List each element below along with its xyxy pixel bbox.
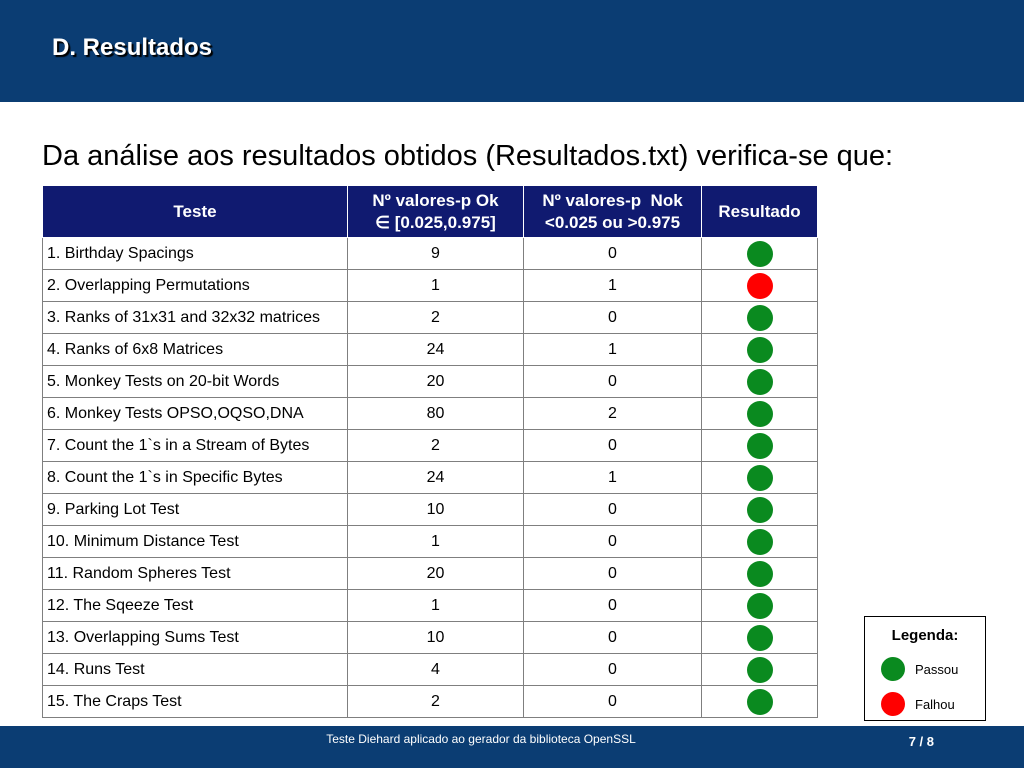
legend-fail-row [881, 692, 955, 716]
ok-count-cell: 20 [348, 366, 524, 398]
result-cell [702, 590, 818, 622]
ok-count-cell: 2 [348, 686, 524, 718]
table-row [43, 590, 818, 622]
nok-count-cell: 0 [524, 622, 702, 654]
test-name-cell: 7. Count the 1`s in a Stream of Bytes [43, 430, 348, 462]
result-cell [702, 366, 818, 398]
table-body [43, 238, 818, 718]
result-cell [702, 462, 818, 494]
test-name-cell: 15. The Craps Test [43, 686, 348, 718]
results-table [42, 185, 818, 718]
test-name-cell: 4. Ranks of 6x8 Matrices [43, 334, 348, 366]
table-row [43, 686, 818, 718]
fail-indicator-icon [747, 273, 773, 299]
test-name-cell: 12. The Sqeeze Test [43, 590, 348, 622]
pass-indicator-icon [747, 433, 773, 459]
test-name-cell: 14. Runs Test [43, 654, 348, 686]
legend-fail-label: Falhou [915, 696, 955, 712]
legend-title: Legenda: [891, 627, 959, 644]
element-of-symbol: ∈ [375, 212, 390, 232]
ok-count-cell: 20 [348, 558, 524, 590]
nok-count-cell: 0 [524, 558, 702, 590]
table-row [43, 302, 818, 334]
table-row [43, 462, 818, 494]
pass-indicator-icon [747, 657, 773, 683]
test-name-cell: 9. Parking Lot Test [43, 494, 348, 526]
test-name-cell: 1. Birthday Spacings [43, 238, 348, 270]
col-header-ok [348, 186, 524, 238]
test-name-cell: 10. Minimum Distance Test [43, 526, 348, 558]
table-row [43, 398, 818, 430]
slide-footer [0, 726, 1024, 768]
nok-count-cell: 0 [524, 654, 702, 686]
ok-count-cell: 24 [348, 462, 524, 494]
table-row [43, 238, 818, 270]
pass-indicator-icon [747, 305, 773, 331]
ok-count-cell: 1 [348, 590, 524, 622]
pass-indicator-icon [747, 561, 773, 587]
result-cell [702, 494, 818, 526]
col-header-nok-line2: <0.025 ou >0.975 [544, 212, 681, 232]
ok-count-cell: 24 [348, 334, 524, 366]
col-header-ok-line2: [0.025,0.975] [394, 212, 496, 232]
slide-header [0, 0, 1024, 102]
legend-pass-row [881, 657, 958, 681]
ok-count-cell: 10 [348, 494, 524, 526]
result-cell [702, 686, 818, 718]
table-row [43, 526, 818, 558]
col-header-nok [524, 186, 702, 238]
nok-count-cell: 0 [524, 686, 702, 718]
ok-count-cell: 1 [348, 526, 524, 558]
test-name-cell: 13. Overlapping Sums Test [43, 622, 348, 654]
pass-indicator-icon [747, 401, 773, 427]
result-cell [702, 302, 818, 334]
pass-indicator-icon [747, 625, 773, 651]
test-name-cell: 3. Ranks of 31x31 and 32x32 matrices [43, 302, 348, 334]
test-name-cell: 8. Count the 1`s in Specific Bytes [43, 462, 348, 494]
ok-count-cell: 2 [348, 302, 524, 334]
ok-count-cell: 1 [348, 270, 524, 302]
pass-indicator-icon [747, 369, 773, 395]
ok-count-cell: 4 [348, 654, 524, 686]
table-row [43, 494, 818, 526]
pass-indicator-icon [747, 465, 773, 491]
ok-count-cell: 2 [348, 430, 524, 462]
pass-indicator-icon [747, 529, 773, 555]
nok-count-cell: 0 [524, 238, 702, 270]
nok-count-cell: 0 [524, 590, 702, 622]
table-row [43, 334, 818, 366]
result-cell [702, 526, 818, 558]
table-row [43, 270, 818, 302]
pass-indicator-icon [747, 689, 773, 715]
legend-pass-label: Passou [915, 661, 959, 677]
slide-title: D. Resultados [52, 34, 213, 61]
ok-count-cell: 80 [348, 398, 524, 430]
nok-count-cell: 0 [524, 494, 702, 526]
page-number: 7 / 8 [908, 734, 934, 749]
ok-count-cell: 9 [348, 238, 524, 270]
result-cell [702, 558, 818, 590]
legend-box [864, 616, 986, 721]
pass-indicator-icon [881, 657, 905, 681]
pass-indicator-icon [747, 241, 773, 267]
nok-count-cell: 0 [524, 302, 702, 334]
result-cell [702, 238, 818, 270]
pass-indicator-icon [747, 593, 773, 619]
result-cell [702, 334, 818, 366]
nok-count-cell: 0 [524, 526, 702, 558]
test-name-cell: 11. Random Spheres Test [43, 558, 348, 590]
col-header-nok-line1: Nº valores-p Nok [542, 190, 683, 210]
table-header-row [43, 186, 818, 238]
nok-count-cell: 2 [524, 398, 702, 430]
pass-indicator-icon [747, 497, 773, 523]
nok-count-cell: 0 [524, 430, 702, 462]
pass-indicator-icon [747, 337, 773, 363]
table-row [43, 366, 818, 398]
col-header-resultado: Resultado [702, 186, 818, 238]
table-row [43, 654, 818, 686]
table-row [43, 430, 818, 462]
nok-count-cell: 0 [524, 366, 702, 398]
nok-count-cell: 1 [524, 334, 702, 366]
nok-count-cell: 1 [524, 270, 702, 302]
test-name-cell: 5. Monkey Tests on 20-bit Words [43, 366, 348, 398]
col-header-teste: Teste [43, 186, 348, 238]
result-cell [702, 398, 818, 430]
ok-count-cell: 10 [348, 622, 524, 654]
footer-text: Teste Diehard aplicado ao gerador da biblioteca OpenSSL [326, 732, 636, 746]
test-name-cell: 6. Monkey Tests OPSO,OQSO,DNA [43, 398, 348, 430]
table-row [43, 622, 818, 654]
table-row [43, 558, 818, 590]
fail-indicator-icon [881, 692, 905, 716]
test-name-cell: 2. Overlapping Permutations [43, 270, 348, 302]
col-header-ok-line1: Nº valores-p Ok [372, 190, 499, 210]
result-cell [702, 654, 818, 686]
result-cell [702, 622, 818, 654]
result-cell [702, 430, 818, 462]
slide-subtitle: Da análise aos resultados obtidos (Resultados.txt) verifica-se que: [42, 140, 894, 172]
result-cell [702, 270, 818, 302]
nok-count-cell: 1 [524, 462, 702, 494]
